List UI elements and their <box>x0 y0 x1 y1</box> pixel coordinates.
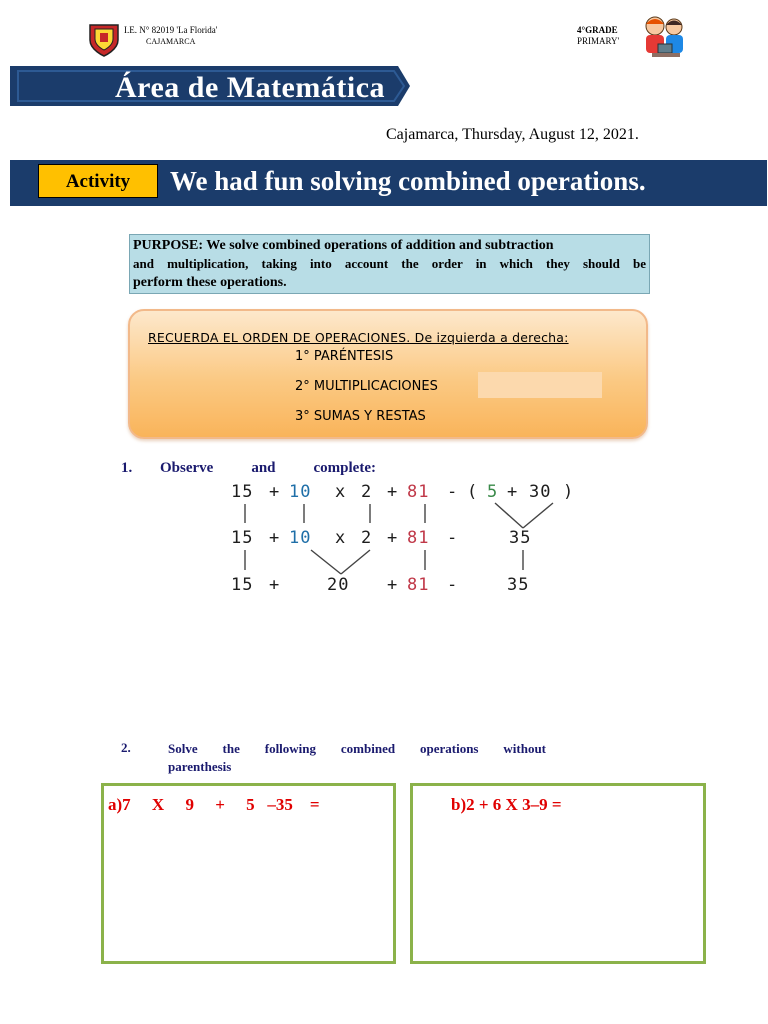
expr-r3-81: 81 <box>407 575 430 595</box>
school-city: CAJAMARCA <box>146 37 196 46</box>
order-item-multiplication: 2° MULTIPLICACIONES <box>295 379 438 394</box>
expr-r2-15: 15 <box>231 528 254 548</box>
expression-diagram <box>225 478 585 600</box>
order-item-add-subtract: 3° SUMAS Y RESTAS <box>295 409 426 424</box>
level-label: PRIMARY' <box>577 36 620 46</box>
question-2-line-2: parenthesis <box>168 759 232 774</box>
purpose-box <box>129 234 650 294</box>
expr-r2-plus2: + <box>387 528 399 548</box>
expr-r3-35: 35 <box>507 575 530 595</box>
expr-r2-81: 81 <box>407 528 430 548</box>
question-2-number: 2. <box>121 740 131 755</box>
expr-r3-plus: + <box>269 575 281 595</box>
expr-r1-5: 5 <box>487 482 499 502</box>
highlight-patch <box>478 372 602 398</box>
exercise-a: a)7 X 9 + 5 –35 = <box>108 795 320 814</box>
activity-title: We had fun solving combined operations. <box>170 166 646 196</box>
question-2-text <box>168 740 546 776</box>
expr-r2-2: 2 <box>361 528 373 548</box>
purpose-line-1: PURPOSE: We solve combined operations of addition and subtraction <box>133 238 554 253</box>
expr-r1-81: 81 <box>407 482 430 502</box>
question-1-number: 1. <box>121 460 133 476</box>
school-info <box>124 25 217 47</box>
expr-r2-minus: - <box>447 528 459 548</box>
question-1-text: Observe and complete: <box>160 460 376 476</box>
activity-label: Activity <box>38 164 158 198</box>
expr-r2-35: 35 <box>509 528 532 548</box>
expr-r2-plus: + <box>269 528 281 548</box>
date-line: Cajamarca, Thursday, August 12, 2021. <box>386 126 639 143</box>
page-title: Área de Matemática <box>115 71 386 104</box>
expr-r3-20: 20 <box>327 575 350 595</box>
expr-r2-times: x <box>335 528 347 548</box>
grade-label: 4°GRADE <box>577 25 618 35</box>
expr-r1-15: 15 <box>231 482 254 502</box>
expr-r1-times: x <box>335 482 347 502</box>
grade-info <box>577 25 619 47</box>
exercise-b: b)2 + 6 X 3–9 = <box>451 795 562 814</box>
expr-r1-plus: + <box>269 482 281 502</box>
expr-r3-15: 15 <box>231 575 254 595</box>
expr-r1-open-paren: ( <box>467 482 479 502</box>
expr-r1-plus2: + <box>387 482 399 502</box>
order-title: RECUERDA EL ORDEN DE OPERACIONES. De izquierda a derecha: <box>148 330 569 345</box>
expr-r3-plus2: + <box>387 575 399 595</box>
expr-r1-plus3: + <box>507 482 519 502</box>
expr-r1-minus: - <box>447 482 459 502</box>
order-item-parentheses: 1° PARÉNTESIS <box>295 349 394 364</box>
purpose-line-3: perform these operations. <box>133 275 287 290</box>
school-name: I.E. N° 82019 'La Florida' <box>124 25 218 35</box>
expr-r1-10: 10 <box>289 482 312 502</box>
expr-r2-10: 10 <box>289 528 312 548</box>
purpose-line-2: and multiplication, taking into account the order in which they should be <box>133 256 646 271</box>
expr-r3-minus: - <box>447 575 459 595</box>
students-illustration <box>638 14 690 60</box>
expr-r1-2: 2 <box>361 482 373 502</box>
expr-r1-close-paren: ) <box>563 482 575 502</box>
expr-r1-30: 30 <box>529 482 552 502</box>
question-2-line-1: Solve the following combined operations without <box>168 741 546 756</box>
school-logo <box>86 22 122 58</box>
